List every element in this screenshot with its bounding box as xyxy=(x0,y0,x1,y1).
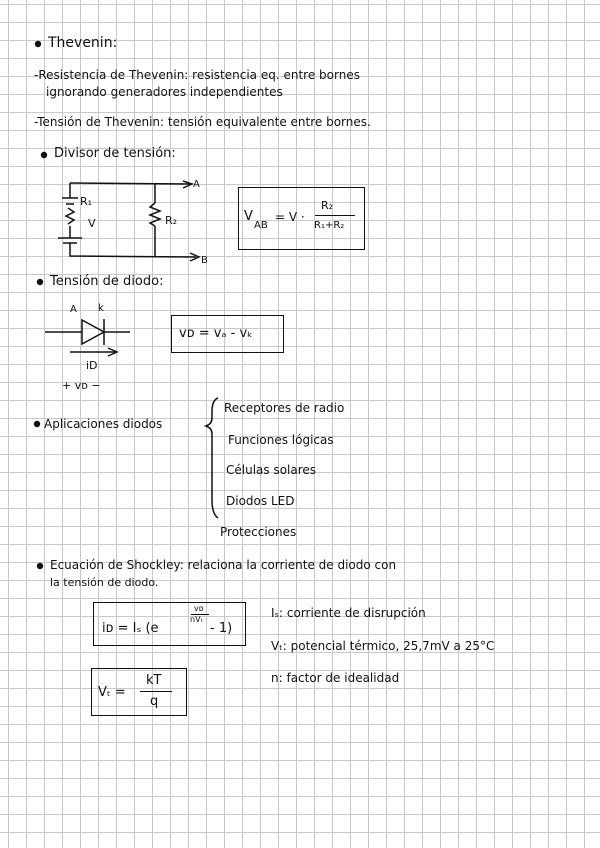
bullet-dot xyxy=(41,152,47,158)
application-item: Diodos LED xyxy=(226,494,295,508)
divider-formula-lhs-sub: AB xyxy=(254,220,268,231)
thermal-voltage-fraction-bar xyxy=(140,691,172,692)
diode-heading: Tensión de diodo: xyxy=(50,274,164,289)
definition-vt: Vₜ: potencial térmico, 25,7mV a 25°C xyxy=(271,639,495,653)
thevenin-resistance-line1: -Resistencia de Thevenin: resistencia eq. entre bornes xyxy=(34,68,360,82)
application-item: Receptores de radio xyxy=(224,401,345,415)
diode-cathode-label: k xyxy=(98,303,104,314)
divider-r2-label: R₂ xyxy=(165,214,178,227)
thermal-voltage-box xyxy=(91,668,187,716)
diode-formula: vᴅ = vₐ - vₖ xyxy=(179,326,253,341)
application-item: Células solares xyxy=(226,463,317,477)
divider-formula-denominator: R₁+R₂ xyxy=(314,220,345,231)
divider-formula-box xyxy=(238,187,365,250)
divider-formula-eq: = V · xyxy=(275,210,305,224)
bullet-dot xyxy=(35,41,41,47)
divider-formula-lhs: V xyxy=(244,209,253,224)
diode-formula-box xyxy=(171,315,284,353)
thevenin-voltage-line: -Tensión de Thevenin: tensión equivalente entre bornes. xyxy=(34,115,371,129)
application-item: Protecciones xyxy=(220,525,297,539)
diode-anode-label: A xyxy=(70,304,77,315)
thermal-voltage-lhs: Vₜ = xyxy=(98,685,126,700)
applications-brace xyxy=(206,398,218,518)
shockley-exponent-denominator: nVₜ xyxy=(190,615,203,624)
shockley-equation-box xyxy=(93,602,246,646)
shockley-equation-lhs: iᴅ = Iₛ (e xyxy=(102,621,159,636)
divider-formula-numerator: R₂ xyxy=(321,199,334,212)
bullet-dot xyxy=(37,563,43,569)
definition-is: Iₛ: corriente de disrupción xyxy=(271,606,426,620)
diode-current-label: iD xyxy=(86,359,98,372)
divider-node-a-label: A xyxy=(193,179,200,190)
thevenin-heading: Thevenin: xyxy=(48,35,118,51)
application-item: Funciones lógicas xyxy=(228,433,334,447)
voltage-divider-circuit xyxy=(58,181,199,261)
shockley-heading-line1: Ecuación de Shockley: relaciona la corriente de diodo con xyxy=(50,558,397,572)
divider-node-b-label: B xyxy=(201,255,208,266)
diode-voltage-label: + vᴅ − xyxy=(62,379,101,392)
divider-heading: Divisor de tensión: xyxy=(54,146,176,161)
divider-fraction-bar xyxy=(315,215,355,216)
thermal-voltage-denominator: q xyxy=(150,694,159,709)
divider-v-label: V xyxy=(88,217,96,230)
thevenin-resistance-line2: ignorando generadores independientes xyxy=(46,85,283,99)
divider-r1-label: R₁ xyxy=(80,195,93,208)
shockley-equation-tail: - 1) xyxy=(210,621,233,636)
shockley-exponent-numerator: vᴅ xyxy=(194,604,204,613)
bullet-dot xyxy=(37,279,43,285)
thermal-voltage-numerator: kT xyxy=(146,673,162,688)
shockley-heading-line2: la tensión de diodo. xyxy=(50,576,159,589)
applications-heading: Aplicaciones diodos xyxy=(44,417,163,431)
bullet-dot xyxy=(34,421,40,427)
diode-symbol xyxy=(45,319,130,356)
definition-n: n: factor de idealidad xyxy=(271,671,400,685)
